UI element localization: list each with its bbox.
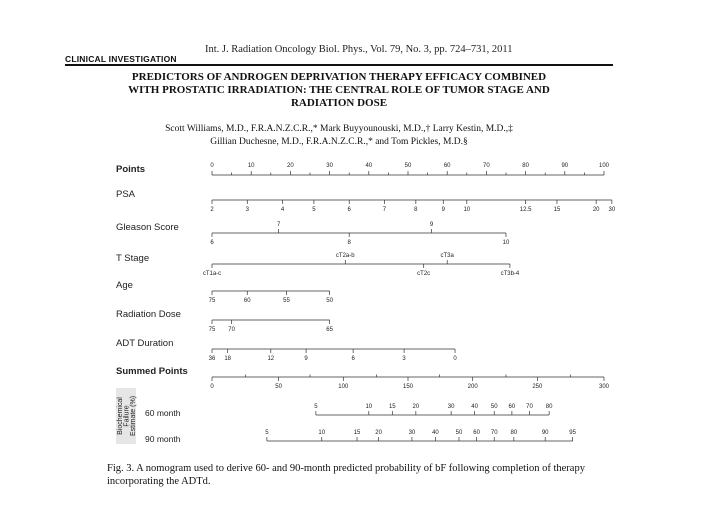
row-label: Gleason Score xyxy=(116,222,179,233)
tick-label: 0 xyxy=(210,163,214,169)
row-label: 90 month xyxy=(145,434,181,444)
tick-label: 20 xyxy=(287,163,294,169)
tick-label: 10 xyxy=(365,404,373,410)
tick-label: 8 xyxy=(414,207,418,213)
tick-label: 80 xyxy=(522,163,529,169)
title-line: PREDICTORS OF ANDROGEN DEPRIVATION THERAPY EFFICACY COMBINED xyxy=(131,71,547,83)
tick-label: 4 xyxy=(280,207,285,213)
tick-label: 70 xyxy=(490,430,498,436)
tick-label: 65 xyxy=(326,327,333,333)
row-label: ADT Duration xyxy=(116,338,174,349)
tick-label: 12.5 xyxy=(519,207,532,213)
tick-label: 60 xyxy=(243,298,251,304)
tick-label: 15 xyxy=(353,430,361,436)
tick-label: 20 xyxy=(592,207,600,213)
side-label: Biochemical xyxy=(117,397,124,435)
tick-label: 8 xyxy=(347,240,351,246)
tick-label: 6 xyxy=(351,356,355,362)
tick-label: 9 xyxy=(304,356,308,362)
journal-citation: Int. J. Radiation Oncology Biol. Phys., Vol. 79, No. 3, pp. 724–731, 2011 xyxy=(205,44,513,55)
row-label: T Stage xyxy=(116,253,150,264)
tick-label: 50 xyxy=(490,404,498,410)
tick-label: 30 xyxy=(447,404,455,410)
row-label: Points xyxy=(116,164,146,175)
row-label: Radiation Dose xyxy=(116,309,181,320)
tick-label: 55 xyxy=(283,298,290,304)
tick-label: 50 xyxy=(275,384,282,390)
tick-label: 6 xyxy=(347,207,351,213)
tick-label: 10 xyxy=(502,240,510,246)
tick-label: 7 xyxy=(276,222,281,228)
tick-label: 12 xyxy=(267,356,275,362)
tick-label: cT3a xyxy=(440,253,454,259)
tick-label: 3 xyxy=(402,356,406,362)
tick-label: 80 xyxy=(510,430,518,436)
side-label: Failure xyxy=(123,405,131,427)
tick-label: 10 xyxy=(318,430,326,436)
row-label: Age xyxy=(116,280,133,291)
tick-label: 36 xyxy=(208,356,216,362)
author-line: Scott Williams, M.D., F.R.A.N.Z.C.R.,* Mark Buyyounouski, M.D.,† Larry Kestin, M.D.,‡ xyxy=(165,124,513,134)
tick-label: 3 xyxy=(245,207,249,213)
tick-label: cT1a-c xyxy=(202,271,222,277)
title-line: RADIATION DOSE xyxy=(290,97,388,109)
tick-label: 70 xyxy=(483,163,490,169)
tick-label: 80 xyxy=(545,404,553,410)
tick-label: 10 xyxy=(247,163,255,169)
tick-label: 15 xyxy=(388,404,396,410)
tick-label: 2 xyxy=(210,207,214,213)
tick-label: 30 xyxy=(608,207,616,213)
author-line: Gillian Duchesne, M.D., F.R.A.N.Z.C.R.,* and Tom Pickles, M.D.§ xyxy=(210,137,468,147)
figure-caption: Fig. 3. A nomogram used to derive 60- and 90-month predicted probability of bF following completion of therapy incorporating the ADTd. xyxy=(107,463,585,487)
tick-label: 95 xyxy=(569,430,576,436)
tick-label: 75 xyxy=(208,298,216,304)
tick-label: 7 xyxy=(382,207,387,213)
section-label: CLINICAL INVESTIGATION xyxy=(65,54,177,64)
title-line: WITH PROSTATIC IRRADIATION: THE CENTRAL ROLE OF TUMOR STAGE AND xyxy=(128,84,550,96)
tick-label: 30 xyxy=(408,430,416,436)
tick-label: 50 xyxy=(455,430,463,436)
tick-label: 70 xyxy=(228,327,235,333)
tick-label: cT3b-4 xyxy=(500,271,520,277)
tick-label: 50 xyxy=(326,298,333,304)
tick-label: 15 xyxy=(553,207,561,213)
tick-label: 9 xyxy=(441,207,445,213)
tick-label: 30 xyxy=(326,163,333,169)
tick-label: 10 xyxy=(463,207,471,213)
tick-label: 6 xyxy=(210,240,214,246)
tick-label: 75 xyxy=(208,327,216,333)
tick-label: 100 xyxy=(598,163,610,169)
tick-label: 250 xyxy=(532,384,543,390)
tick-label: 100 xyxy=(338,384,349,390)
tick-label: 40 xyxy=(365,163,373,169)
tick-label: 60 xyxy=(473,430,480,436)
row-label: Summed Points xyxy=(116,366,188,377)
tick-label: 0 xyxy=(210,384,214,390)
tick-label: 40 xyxy=(471,404,478,410)
tick-label: 90 xyxy=(541,430,549,436)
tick-label: 20 xyxy=(375,430,382,436)
row-label: 60 month xyxy=(145,408,181,418)
tick-label: 150 xyxy=(402,384,414,390)
row-label: PSA xyxy=(116,189,136,200)
tick-label: 300 xyxy=(598,384,610,390)
tick-label: 60 xyxy=(443,163,451,169)
tick-label: 40 xyxy=(432,430,439,436)
tick-label: 5 xyxy=(314,404,318,410)
tick-label: cT2c xyxy=(417,271,431,277)
tick-label: 60 xyxy=(508,404,516,410)
tick-label: 0 xyxy=(453,356,457,362)
tick-label: 200 xyxy=(467,384,478,390)
tick-label: 9 xyxy=(429,222,434,228)
tick-label: 50 xyxy=(404,163,412,169)
tick-label: 5 xyxy=(312,207,316,213)
tick-label: 20 xyxy=(412,404,420,410)
tick-label: 5 xyxy=(265,430,269,436)
tick-label: 70 xyxy=(526,404,533,410)
side-label: Estimate (%) xyxy=(130,395,137,437)
tick-label: 90 xyxy=(561,163,569,169)
tick-label: cT2a-b xyxy=(335,253,355,259)
tick-label: 18 xyxy=(224,356,232,362)
